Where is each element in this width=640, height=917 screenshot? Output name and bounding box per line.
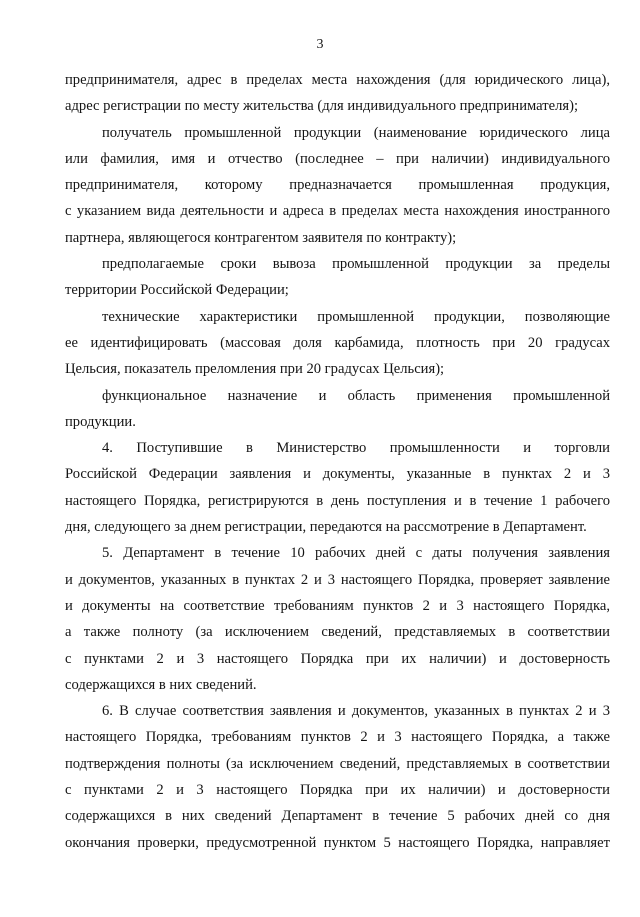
- text-line: предпринимателя, адрес в пределах места нахождения (для юридического лица),: [65, 72, 610, 88]
- text-line: окончания проверки, предусмотренной пунктом 5 настоящего Порядка, направляет: [65, 834, 610, 851]
- text-line: дня, следующего за днем регистрации, передаются на рассмотрение в Департамент.: [65, 519, 587, 536]
- text-line: с пунктами 2 и 3 настоящего Порядка при их наличии) и достоверность: [65, 650, 610, 667]
- text-line: адрес регистрации по месту жительства (для индивидуального предпринимателя);: [65, 98, 579, 115]
- text-line: получатель промышленной продукции (наименование юридического лица: [102, 124, 610, 141]
- text-line: подтверждения полноты (за исключением сведений, представляемых в соответствии: [65, 755, 610, 772]
- text-line: партнера, являющегося контрагентом заявителя по контракту);: [65, 229, 457, 246]
- text-line: предполагаемые сроки вывоза промышленной продукции за пределы: [102, 256, 610, 273]
- text-line: Российской Федерации заявления и документы, указанные в пунктах 2 и 3: [65, 466, 610, 483]
- text-line: настоящего Порядка, требованиям пунктов 2 и 3 настоящего Порядка, а также: [65, 729, 610, 746]
- text-line: 5. Департамент в течение 10 рабочих дней с даты получения заявления: [102, 545, 610, 562]
- text-line: и документы на соответствие требованиям пунктов 2 и 3 настоящего Порядка,: [65, 597, 610, 614]
- text-line: содержащихся в них сведений.: [65, 676, 257, 693]
- text-line: ее идентифицировать (массовая доля карбамида, плотность при 20 градусах: [65, 334, 610, 351]
- text-line: настоящего Порядка, регистрируются в день поступления и в течение 1 рабочего: [65, 492, 610, 509]
- text-line: а также полноту (за исключением сведений, представляемых в соответствии: [65, 624, 610, 641]
- text-line: содержащихся в них сведений Департамент в течение 5 рабочих дней со дня: [65, 808, 610, 825]
- text-line: территории Российской Федерации;: [65, 282, 289, 299]
- text-line: 4. Поступившие в Министерство промышленности и торговли: [102, 440, 610, 457]
- text-line: 6. В случае соответствия заявления и документов, указанных в пунктах 2 и 3: [102, 703, 610, 720]
- text-line: предпринимателя, которому предназначается промышленная продукция,: [65, 177, 610, 194]
- text-line: с указанием вида деятельности и адреса в пределах места нахождения иностранного: [65, 203, 610, 220]
- text-line: продукции.: [65, 413, 136, 430]
- text-line: с пунктами 2 и 3 настоящего Порядка при их наличии) и достоверности: [65, 782, 610, 799]
- text-line: Цельсия, показатель преломления при 20 градусах Цельсия);: [65, 361, 445, 378]
- text-line: технические характеристики промышленной продукции, позволяющие: [102, 308, 610, 325]
- document-body: [65, 67, 610, 856]
- page-number: 3: [316, 37, 324, 52]
- text-line: и документов, указанных в пунктах 2 и 3 настоящего Порядка, проверяет заявление: [65, 571, 610, 588]
- text-line: или фамилия, имя и отчество (последнее – при наличии) индивидуального: [65, 150, 610, 167]
- text-line: функциональное назначение и область применения промышленной: [102, 387, 610, 404]
